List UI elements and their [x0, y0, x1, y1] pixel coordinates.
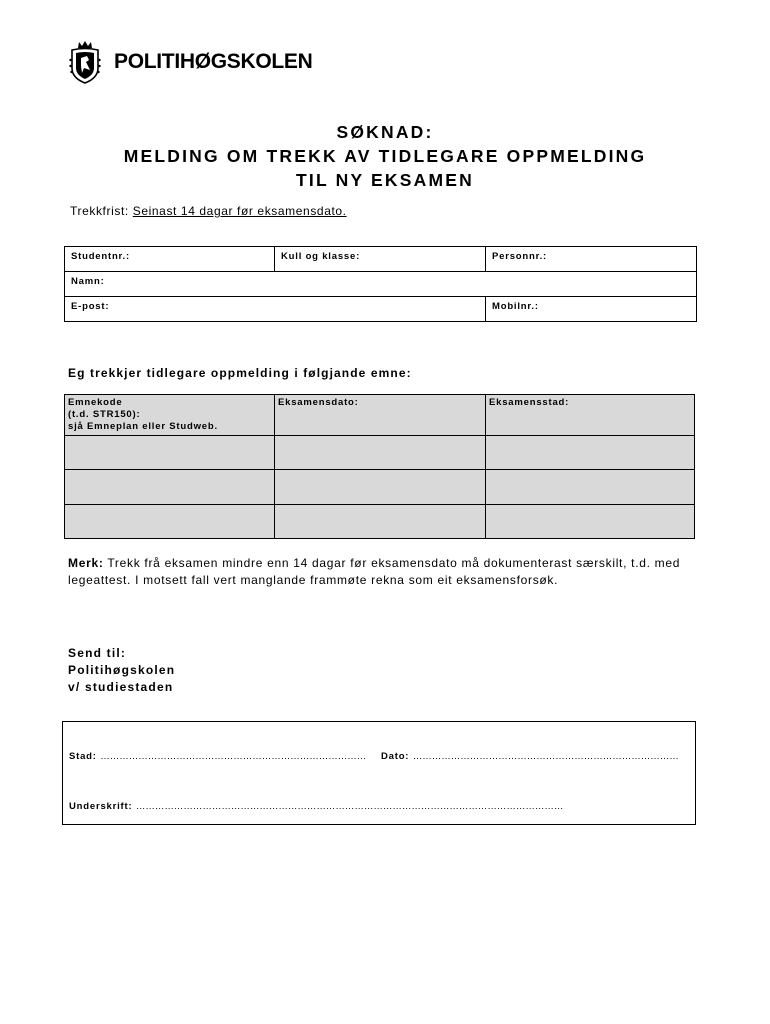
page-title — [0, 120, 770, 192]
mobilnr-field[interactable] — [486, 297, 696, 321]
title-line-3: TIL NY EKSAMEN — [296, 170, 474, 190]
student-info-row-1 — [65, 247, 696, 272]
table-row — [65, 505, 695, 539]
emnekode-example: (t.d. STR150): — [68, 409, 141, 420]
emnekode-cell[interactable] — [65, 436, 275, 470]
namn-label: Namn: — [71, 276, 105, 287]
eksamensdato-cell[interactable] — [275, 470, 486, 505]
dato-label: Dato: — [381, 751, 410, 762]
table-row — [65, 470, 695, 505]
namn-field[interactable] — [65, 272, 696, 296]
kull-label: Kull og klasse: — [281, 251, 361, 262]
stad-dotted-line: ………………………………………………………………………… — [100, 751, 367, 762]
dato-field[interactable] — [381, 751, 679, 762]
eksamensstad-cell[interactable] — [486, 470, 695, 505]
courses-heading: Eg trekkjer tidlegare oppmelding i følgjande emne: — [68, 366, 412, 380]
emnekode-label: Emnekode — [68, 397, 123, 408]
personnr-label: Personnr.: — [492, 251, 547, 262]
epost-label: E-post: — [71, 301, 110, 312]
eksamensdato-cell[interactable] — [275, 436, 486, 470]
title-line-1: SØKNAD: — [336, 122, 434, 142]
eksamensstad-cell[interactable] — [486, 505, 695, 539]
stad-label: Stad: — [69, 751, 97, 762]
mobilnr-label: Mobilnr.: — [492, 301, 539, 312]
table-row — [65, 436, 695, 470]
emnekode-hint: sjå Emneplan eller Studweb. — [68, 421, 218, 432]
note-paragraph — [68, 555, 728, 589]
send-to-institution: Politihøgskolen — [68, 663, 176, 677]
send-to-department: v/ studiestaden — [68, 680, 174, 694]
studentnr-label: Studentnr.: — [71, 251, 130, 262]
title-line-2: MELDING OM TREKK AV TIDLEGARE OPPMELDING — [123, 146, 647, 166]
underskrift-dotted-line: ……………………………………………………………………………………………………………………… — [135, 801, 564, 812]
student-info-row-2 — [65, 272, 696, 297]
logo — [68, 40, 313, 84]
studentnr-field[interactable] — [65, 247, 274, 271]
kull-field[interactable] — [275, 247, 485, 271]
coat-of-arms-icon — [68, 40, 102, 84]
deadline-value: Seinast 14 dagar før eksamensdato. — [132, 204, 347, 218]
table-header-row — [65, 395, 695, 436]
signature-box — [62, 721, 696, 825]
student-info-box — [64, 246, 697, 322]
underskrift-label: Underskrift: — [69, 801, 133, 812]
eksamensdato-header: Eksamensdato: — [275, 395, 486, 436]
personnr-field[interactable] — [486, 247, 696, 271]
emnekode-cell[interactable] — [65, 505, 275, 539]
deadline-label: Trekkfrist: — [70, 204, 129, 218]
send-to-label: Send til: — [68, 646, 127, 660]
courses-table — [64, 394, 695, 539]
eksamensdato-cell[interactable] — [275, 505, 486, 539]
emnekode-header — [65, 395, 275, 436]
deadline-text — [70, 204, 347, 218]
logo-wordmark: POLITIHØGSKOLEN — [114, 50, 313, 73]
note-label: Merk: — [68, 556, 104, 570]
dato-dotted-line: ………………………………………………………………………… — [412, 751, 679, 762]
eksamensstad-cell[interactable] — [486, 436, 695, 470]
note-text: Trekk frå eksamen mindre enn 14 dagar før eksamensdato må dokumenterast særskilt, t.d. med legeattest. I motsett fall vert manglande frammøte rekna som eit eksamensforsøk. — [68, 556, 681, 587]
underskrift-field[interactable] — [69, 801, 563, 812]
eksamensstad-header: Eksamensstad: — [486, 395, 695, 436]
emnekode-cell[interactable] — [65, 470, 275, 505]
send-to-block — [68, 645, 175, 696]
stad-field[interactable] — [69, 751, 366, 762]
epost-field[interactable] — [65, 297, 485, 321]
